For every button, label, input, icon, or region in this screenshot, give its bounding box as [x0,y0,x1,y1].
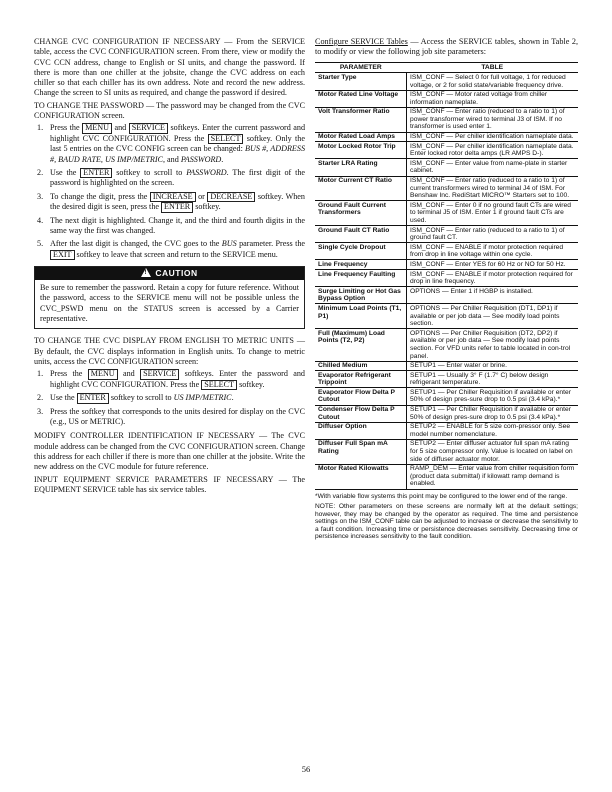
table-row [315,176,578,201]
metric-steps [34,369,305,427]
select-key: SELECT [201,380,237,391]
parameter-cell: Ground Fault CT Ratio [315,226,407,243]
table-row [315,201,578,226]
table-cell: ISM_CONF — Motor rated voltage from chiller information nameplate. [407,90,579,107]
service-key: SERVICE [129,123,168,134]
parameter-cell: Diffuser Full Span mA Rating [315,439,407,464]
parameter-cell: Starter LRA Rating [315,159,407,176]
service-key: SERVICE [140,369,179,380]
table-cell: OPTIONS — Per Chiller Requisition (DT1, DP1) if available or per job data — See modify load points section. [407,304,579,329]
table-cell: OPTIONS — Enter 1 if HGBP is installed. [407,287,579,304]
table-cell: ISM_CONF — Per chiller identification nameplate data. [407,132,579,142]
password-steps [34,123,305,260]
table-row [315,371,578,388]
table-row [315,90,578,107]
table-row [315,388,578,405]
parameter-cell: Evaporator Refrigerant Trippoint [315,371,407,388]
menu-key: MENU [88,369,118,380]
right-column [315,37,578,541]
table-cell: SETUP1 — Enter water or brine. [407,361,579,371]
password-step-4: 4. The next digit is highlighted. Change it, and the third and fourth digits in the same way the first was changed. [37,215,305,236]
menu-key: MENU [82,123,112,134]
parameter-cell: Motor Current CT Ratio [315,176,407,201]
table-row [315,270,578,287]
table-note: NOTE: Other parameters on these screens are normally left at the default settings; however, they may be changed by the operator as required. The time and persistence settings on the ISM_CONF table can be adjusted to increase or decrease the sensitivity to a fault condition. Increasing time or persistence decreases sensitivity. Decreasing time or persistence increases sensitivity to the fault condition. [315,503,578,541]
parameter-cell: Evaporator Flow Delta P Cutout [315,388,407,405]
increase-key: INCREASE [150,192,196,203]
page-number: 56 [301,764,311,774]
left-column [34,37,305,497]
password-step-1: 1. Press the MENU and SERVICE softkeys. Enter the current password and highlight CVC CONFIGURATION. Press the SELECT softkey. Only the last 5 entries on the CVC CONFIG screen can be changed: BUS #, ADDRESS #, BAUD RATE, US IMP/METRIC, and PASSWORD. [37,123,306,164]
table-cell: SETUP2 — Enter diffuser actuator full span mA rating for 5 size compressor only. Value is located on label on side of diffuser actuator motor. [407,439,579,464]
parameter-cell: Motor Locked Rotor Trip [315,142,407,159]
configure-service-tables-heading: Configure SERVICE Tables [315,37,408,46]
password-step-3: 3. To change the digit, press the INCREASE or DECREASE softkey. When the desired digit is seen, press the ENTER softkey. [37,191,305,212]
controller-id-paragraph: MODIFY CONTROLLER IDENTIFICATION IF NECESSARY — The CVC module address can be changed from the CVC CONFIGURATION screen. Change this address for each chiller if there is more than one chiller at the jobsite. Write the new address on the CVC module for future reference. [34,431,305,472]
parameter-cell: Full (Maximum) Load Points (T2, P2) [315,329,407,361]
column-header-table: TABLE [407,62,579,73]
table-cell: ISM_CONF — Select 0 for full voltage, 1 for reduced voltage, or 2 for solid state/variable frequency drive. [407,73,579,90]
parameter-cell: Surge Limiting or Hot Gas Bypass Option [315,287,407,304]
table-row [315,405,578,422]
table-header-row [315,62,578,73]
service-tables-intro: Configure SERVICE Tables — Access the SERVICE tables, shown in Table 2, to modify or view the following job site parameters: [315,37,578,57]
table-cell: SETUP2 — ENABLE for 5 size com-pressor only. See model number nomenclature. [407,422,579,439]
table-row [315,107,578,132]
table-row [315,73,578,90]
parameter-cell: Chilled Medium [315,361,407,371]
password-step-2: 2. Use the ENTER softkey to scroll to PASSWORD. The first digit of the password is highlighted on the screen. [37,167,305,188]
parameter-cell: Minimum Load Points (T1, P1) [315,304,407,329]
enter-key: ENTER [77,393,109,404]
table-row [315,243,578,260]
table-cell: ISM_CONF — ENABLE if motor protection required for drop in line frequency. [407,270,579,287]
parameter-table [315,62,578,490]
table-cell: ISM_CONF — Enter value from name-plate in starter cabinet. [407,159,579,176]
exit-key: EXIT [50,250,75,261]
warning-icon: ! [141,268,151,277]
enter-key: ENTER [80,168,112,179]
select-key: SELECT [208,134,244,145]
metric-step-1: 1. Press the MENU and SERVICE softkeys. Enter the password and highlight CVC CONFIGURATION. Press the SELECT softkey. [37,369,305,389]
decrease-key: DECREASE [207,192,255,203]
table-row [315,464,578,489]
enter-key: ENTER [161,202,193,213]
table-cell: ISM_CONF — Enter 0 if no ground fault CTs are wired to terminal J5 of ISM. Enter 1 if ground fault CTs are used. [407,201,579,226]
parameter-cell: Diffuser Option [315,422,407,439]
table-row [315,260,578,270]
parameter-cell: Motor Rated Kilowatts [315,464,407,489]
table-row [315,226,578,243]
table-cell: ISM_CONF — Enter ratio (reduced to a ratio to 1) of ground fault CT. [407,226,579,243]
table-row [315,287,578,304]
table-cell: ISM_CONF — Enter ratio (reduced to a ratio to 1) of current transformers wired to terminal J4 of ISM. For Benshaw Inc. RediStart MICRO™ Starters set to 100. [407,176,579,201]
parameter-cell: Motor Rated Load Amps [315,132,407,142]
table-cell: RAMP_DEM — Enter value from chiller requisition form (product data submittal) if kilowatt ramp demand is enabled. [407,464,579,489]
column-header-parameter: PARAMETER [315,62,407,73]
parameter-cell: Volt Transformer Ratio [315,107,407,132]
table-row [315,142,578,159]
caution-box [34,266,305,329]
parameter-cell: Line Frequency [315,260,407,270]
table-row [315,159,578,176]
table-row [315,422,578,439]
parameter-cell: Condenser Flow Delta P Cutout [315,405,407,422]
table-cell: ISM_CONF — Per chiller identification nameplate data. Enter locked rotor delta amps (LR AMPS D-). [407,142,579,159]
table-row [315,329,578,361]
parameter-cell: Starter Type [315,73,407,90]
table-row [315,361,578,371]
table-cell: ISM_CONF — ENABLE if motor protection required from drop in line voltage within one cycle. [407,243,579,260]
metric-step-3: 3. Press the softkey that corresponds to the units desired for display on the CVC (e.g., US or METRIC). [37,406,305,427]
parameter-cell: Motor Rated Line Voltage [315,90,407,107]
table-footnote: *With variable flow systems this point may be configured to the lower end of the range. [315,492,568,500]
parameter-cell: Single Cycle Dropout [315,243,407,260]
parameter-cell: Ground Fault Current Transformers [315,201,407,226]
table-cell: OPTIONS — Per Chiller Requisition (DT2, DP2) if available or per job data — See modify load points section. For VFD units refer to table located in con-trol panel. [407,329,579,361]
parameter-cell: Line Frequency Faulting [315,270,407,287]
caution-title: CAUTION [155,268,198,279]
table-body [315,73,578,489]
equipment-service-paragraph: INPUT EQUIPMENT SERVICE PARAMETERS IF NECESSARY — The EQUIPMENT SERVICE table has six service tables. [34,474,305,494]
configuration-paragraph: CHANGE CVC CONFIGURATION IF NECESSARY — From the SERVICE table, access the CVC CONFIGURATION screen. From there, view or modify the CVC CCN address, change to English or SI units, and change the password. If there is more than one chiller at the jobsite, change the CVC address on each chiller so that each chiller has its own address. Note and record the new address. Change the screen to SI units as required, and change the password if desired. [34,37,305,98]
caution-body: Be sure to remember the password. Retain a copy for future reference. Without the password, access to the SERVICE menu will not be possible unless the CVC_PSWD menu on the STATUS screen is accessed by a Carrier representative. [40,283,299,324]
table-cell: ISM_CONF — Enter ratio (reduced to a ratio to 1) of power transformer wired to terminal J3 of ISM. If no transformer is used enter 1. [407,107,579,132]
metric-units-paragraph: TO CHANGE THE CVC DISPLAY FROM ENGLISH TO METRIC UNITS — By default, the CVC displays information in English units. To change to metric units, access the CVC CONFIGURATION screen: [34,336,305,366]
table-row [315,439,578,464]
table-row [315,132,578,142]
metric-step-2: 2. Use the ENTER softkey to scroll to US IMP/METRIC. [37,393,234,403]
password-step-5: 5. After the last digit is changed, the CVC goes to the BUS parameter. Press the EXIT softkey to leave that screen and return to the SERVICE menu. [37,239,306,259]
table-cell: SETUP1 — Per Chiller Requisition if available or enter 50% of design pres-sure drop to 0.5 psi (3.4 kPa).* [407,405,579,422]
table-cell: ISM_CONF — Enter YES for 60 Hz or NO for 50 Hz. [407,260,579,270]
table-cell: SETUP1 — Per Chiller Requisition if available or enter 50% of design pres-sure drop to 0.5 psi (3.4 kPa).* [407,388,579,405]
caution-header [35,267,304,280]
table-row [315,304,578,329]
table-cell: SETUP1 — Usually 3° F (1.7° C) below design refrigerant temperature. [407,371,579,388]
password-heading-paragraph: TO CHANGE THE PASSWORD — The password may be changed from the CVC CONFIGURATION screen. [34,100,305,121]
